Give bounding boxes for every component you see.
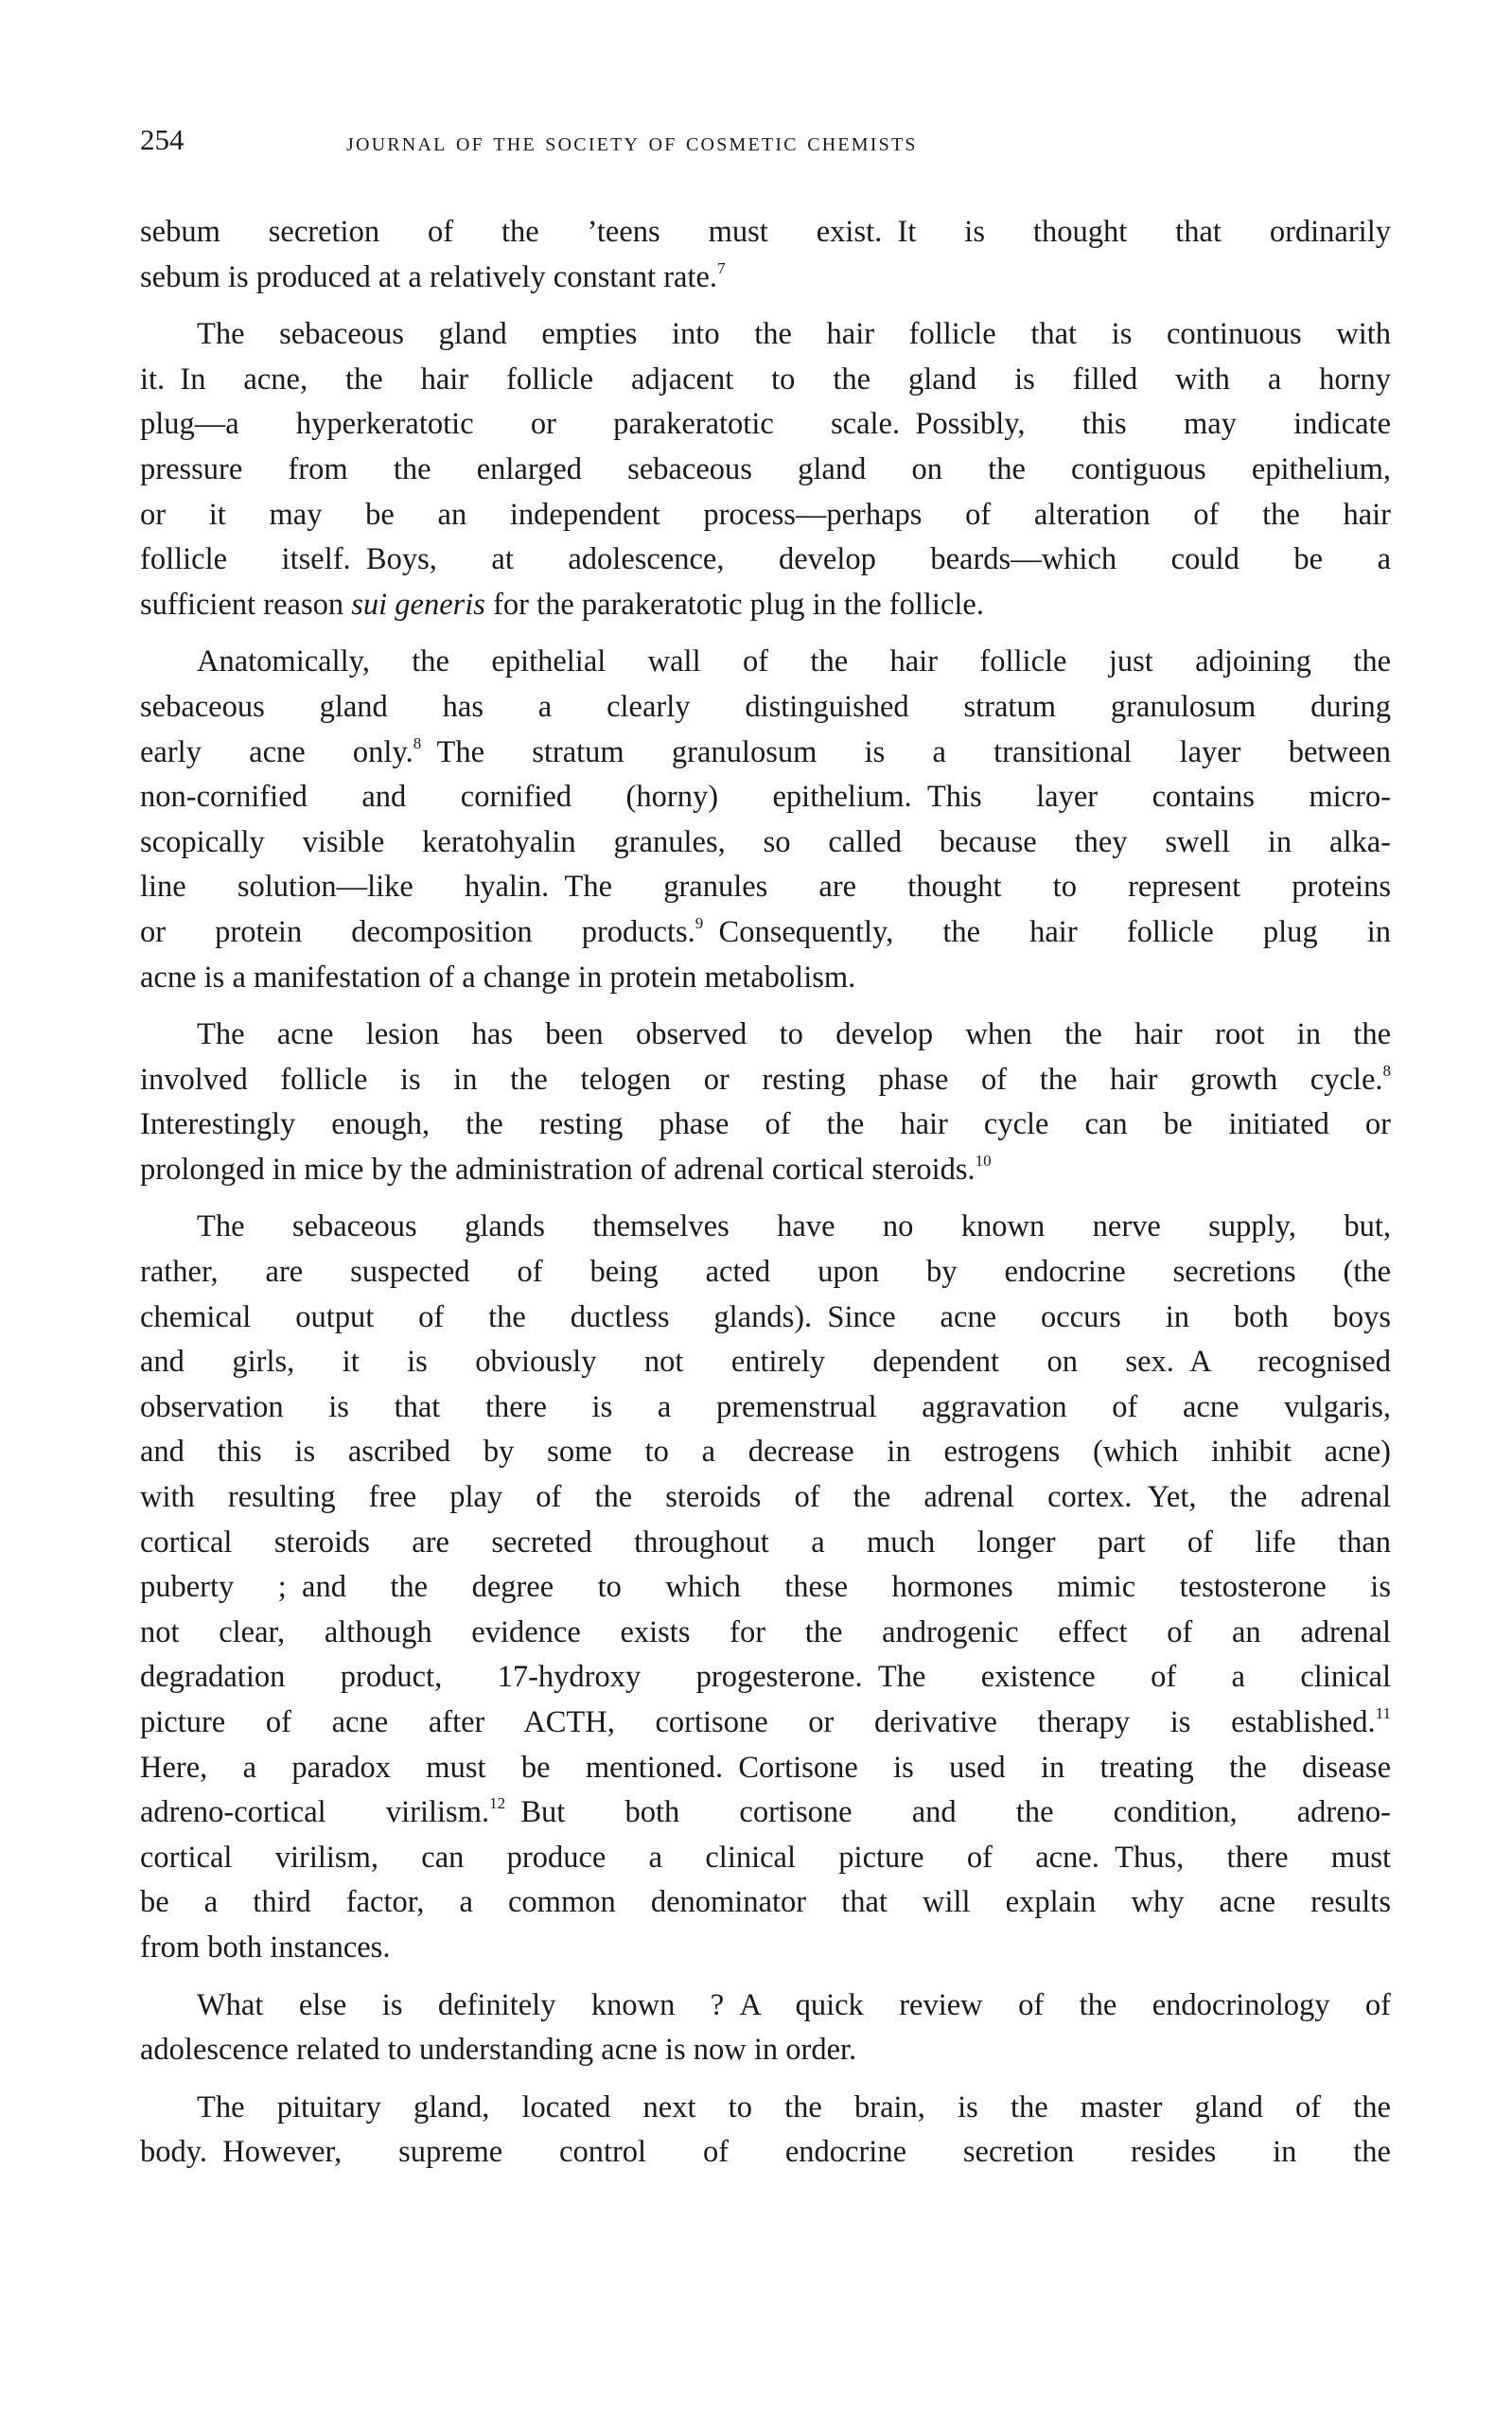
text-line: and girls, it is obviously not entirely dependent on sex. A recognised [140, 1345, 1391, 1380]
text-line: involved follicle is in the telogen or resting phase of the hair growth cycle.$^8$ [140, 1061, 1391, 1097]
text-line: The pituitary gland, located next to the brain, is the master gland of the [197, 2089, 1391, 2124]
text-line: The sebaceous glands themselves have no known nerve supply, but, [197, 1209, 1391, 1244]
text-line: line solution—like hyalin. The granules are thought to represent proteins [140, 870, 1391, 905]
text-line: observation is that there is a premenstrual aggravation of acne vulgaris, [140, 1389, 1391, 1424]
text-line: The acne lesion has been observed to develop when the hair root in the [197, 1017, 1391, 1052]
text-line: scopically visible keratohyalin granules, so called because they swell in alka- [140, 824, 1391, 859]
text-line: cortical steroids are secreted throughout a much longer part of life than [140, 1525, 1391, 1560]
text-line: cortical virilism, can produce a clinical picture of acne. Thus, there must [140, 1840, 1391, 1875]
text-line: be a third factor, a common denominator that will explain why acne results [140, 1885, 1391, 1920]
paragraph [140, 640, 1391, 1000]
text-line: it. In acne, the hair follicle adjacent to the gland is filled with a horny [140, 361, 1391, 397]
italic-term: sui generis [351, 587, 485, 622]
text-line: or it may be an independent process—perhaps of alteration of the hair [140, 497, 1391, 532]
footnote-ref: 9 [694, 913, 704, 932]
text-line: and this is ascribed by some to a decrease in estrogens (which inhibit acne) [140, 1435, 1391, 1470]
text-line: Interestingly enough, the resting phase of the hair cycle can be initiated or [140, 1107, 1391, 1142]
text-line: pressure from the enlarged sebaceous gland on the contiguous epithelium, [140, 451, 1391, 486]
text-line: adreno-cortical virilism.$^{12}$ But both cortisone and the condition, adreno- [140, 1794, 1391, 1830]
paragraph [140, 312, 1391, 627]
text-line: picture of acne after ACTH, cortisone or derivative therapy is established.$^{11}$ [140, 1704, 1391, 1739]
page-number: 254 [140, 123, 185, 156]
text-line: non-cornified and cornified (horny) epithelium. This layer contains micro- [140, 780, 1391, 815]
text-line: puberty ; and the degree to which these hormones mimic testosterone is [140, 1570, 1391, 1605]
text-line: sufficient reason sui generis for the parakeratotic plug in the follicle. [140, 587, 984, 622]
paragraph [140, 210, 1391, 300]
article-body [140, 210, 1391, 2188]
text-line: early acne only.$^8$ The stratum granulosum is a transitional layer between [140, 733, 1392, 769]
paragraph [140, 1013, 1391, 1192]
text-line: degradation product, 17-hydroxy progesterone. The existence of a clinical [140, 1660, 1391, 1695]
text-line: or protein decomposition products.$^9$ Consequently, the hair follicle plug in [140, 913, 1391, 949]
text-line: rather, are suspected of being acted upon by endocrine secretions (the [140, 1255, 1391, 1290]
footnote-ref: 10 [975, 1151, 992, 1170]
footnote-ref: 7 [717, 258, 726, 277]
text-line: Here, a paradox must be mentioned. Cortisone is used in treating the disease [140, 1750, 1391, 1785]
text-line: sebaceous gland has a clearly distinguished stratum granulosum during [140, 689, 1391, 724]
journal-title: journal of the society of cosmetic chemists [346, 127, 918, 157]
running-head [140, 121, 1389, 159]
text-line: Anatomically, the epithelial wall of the hair follicle just adjoining the [197, 644, 1391, 679]
text-line: adolescence related to understanding acne is now in order. [140, 2033, 857, 2068]
footnote-ref: 8 [413, 733, 422, 752]
text-line: The sebaceous gland empties into the hair follicle that is continuous with [197, 317, 1391, 352]
text-line: plug—a hyperkeratotic or parakeratotic scale. Possibly, this may indicate [140, 407, 1391, 442]
text-line: chemical output of the ductless glands). Since acne occurs in both boys [140, 1299, 1391, 1334]
text-line: body. However, supreme control of endocrine secretion resides in the [140, 2135, 1391, 2170]
footnote-ref: 11 [1375, 1704, 1391, 1722]
text-line: sebum is produced at a relatively constant rate.$^7$ [140, 258, 726, 294]
text-line: What else is definitely known ? A quick review of the endocrinology of [197, 1987, 1391, 2022]
footnote-ref: 8 [1382, 1061, 1391, 1080]
paragraph [140, 2086, 1391, 2176]
paragraph [140, 1983, 1391, 2073]
text-line: not clear, although evidence exists for the androgenic effect of an adrenal [140, 1614, 1391, 1649]
text-line: follicle itself. Boys, at adolescence, develop beards—which could be a [140, 542, 1391, 577]
paragraph [140, 1205, 1391, 1970]
footnote-ref: 12 [489, 1794, 506, 1813]
text-line: sebum secretion of the ’teens must exist. It is thought that ordinarily [140, 215, 1391, 249]
text-line: with resulting free play of the steroids of the adrenal cortex. Yet, the adrenal [140, 1480, 1391, 1515]
text-line: prolonged in mice by the administration of adrenal cortical steroids.$^{10}$ [140, 1151, 992, 1187]
text-line: from both instances. [140, 1930, 391, 1965]
text-line: acne is a manifestation of a change in protein metabolism. [140, 960, 856, 995]
